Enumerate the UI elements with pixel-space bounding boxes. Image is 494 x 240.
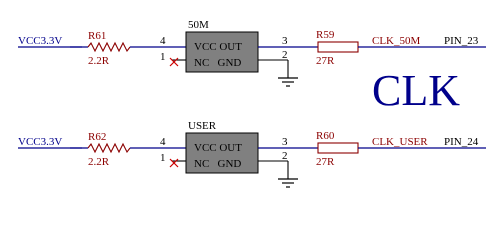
- resistor-r61: [88, 43, 130, 51]
- pin-right-top: 3: [282, 136, 288, 148]
- pin-left-top: 4: [160, 35, 166, 47]
- pin-left-top: 4: [160, 136, 166, 148]
- resistor-in-value: 2.2R: [88, 156, 110, 168]
- resistor-r60: [318, 143, 358, 153]
- pin-left-bottom: 1: [160, 51, 166, 63]
- resistor-in-ref: R61: [88, 30, 107, 42]
- ground-symbol: [278, 78, 298, 86]
- circuit-user: [18, 120, 486, 187]
- resistor-out-ref: R59: [316, 29, 335, 41]
- pin-left-bottom: 1: [160, 152, 166, 164]
- resistor-in-ref: R62: [88, 131, 107, 143]
- pin-right-bottom: 2: [282, 150, 288, 162]
- resistor-out-value: 27R: [316, 156, 335, 168]
- no-connect-marker: [170, 159, 178, 167]
- no-connect-marker: [170, 58, 178, 66]
- net-out-label: CLK_50M: [372, 35, 421, 47]
- resistor-in-value: 2.2R: [88, 55, 110, 67]
- net-in-label: VCC3.3V: [18, 136, 63, 148]
- ground-symbol: [278, 179, 298, 187]
- chip-line1: VCC OUT: [194, 41, 242, 53]
- pin-right-top: 3: [282, 35, 288, 47]
- net-out-label: CLK_USER: [372, 136, 428, 148]
- resistor-r62: [88, 144, 130, 152]
- resistor-r59: [318, 42, 358, 52]
- chip-name: 50M: [188, 19, 209, 31]
- chip-name: USER: [188, 120, 217, 132]
- resistor-out-value: 27R: [316, 55, 335, 67]
- chip-line2: NC GND: [194, 57, 242, 69]
- pin-label: PIN_23: [444, 35, 479, 47]
- chip-line1: VCC OUT: [194, 142, 242, 154]
- resistor-out-ref: R60: [316, 130, 335, 142]
- diagram-title: CLK: [372, 66, 460, 115]
- chip-line2: NC GND: [194, 158, 242, 170]
- net-in-label: VCC3.3V: [18, 35, 63, 47]
- pin-label: PIN_24: [444, 136, 479, 148]
- pin-right-bottom: 2: [282, 49, 288, 61]
